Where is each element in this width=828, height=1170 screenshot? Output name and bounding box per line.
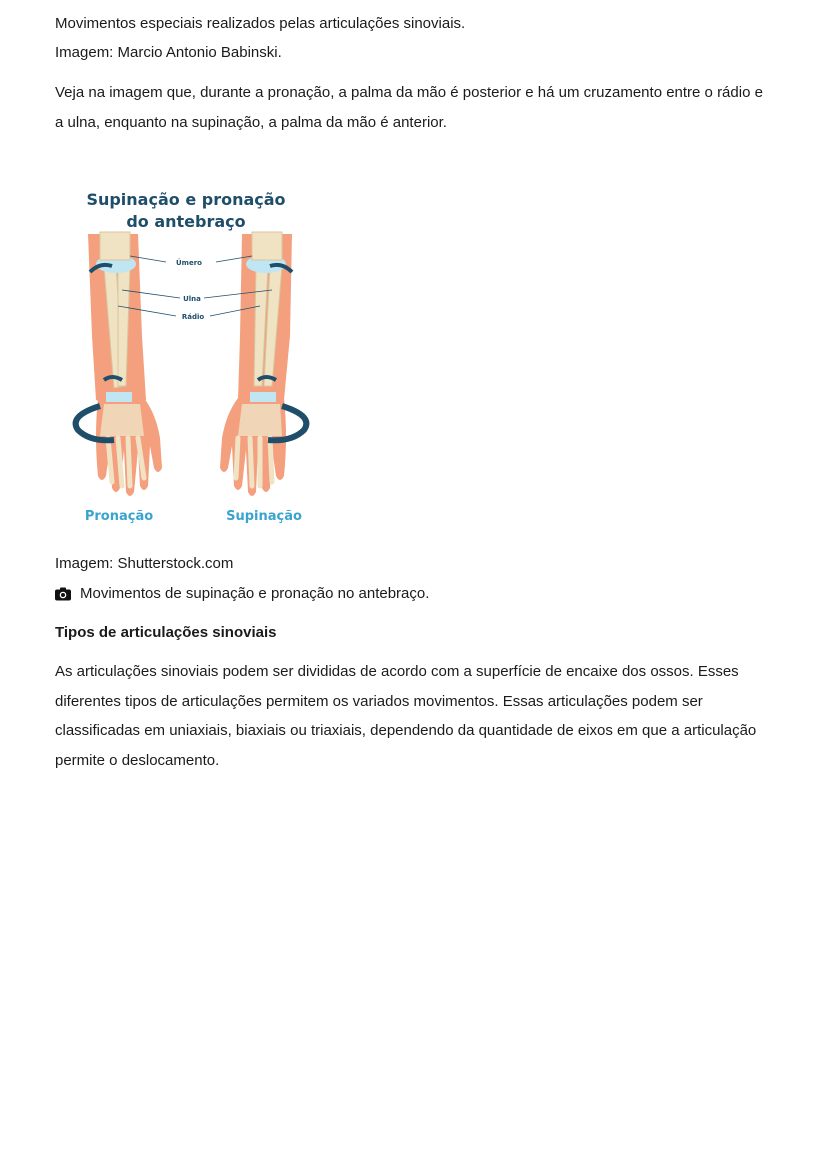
image-credit-shutterstock: Imagem: Shutterstock.com xyxy=(55,555,234,572)
camera-icon xyxy=(55,587,71,601)
image-credit: Imagem: Marcio Antonio Babinski. xyxy=(55,44,282,61)
figure-caption-line: Movimentos especiais realizados pelas articulações sinoviais. xyxy=(55,15,466,32)
forearm-diagram xyxy=(60,186,330,531)
paragraph-pronation-supination: Veja na imagem que, durante a pronação, a palma da mão é posterior e há um cruzamento entre o rádio e a ulna, enquanto na supinação, a palma da mão é anterior. xyxy=(55,84,763,131)
forearm-illustration xyxy=(60,186,330,531)
left-arm xyxy=(76,232,162,496)
label-supination: Supinação xyxy=(226,509,302,524)
figure-title-line-1: Supinação e pronação xyxy=(86,190,286,209)
figure-title-line-2: do antebraço xyxy=(126,212,246,231)
label-radius: Rádio xyxy=(181,313,205,321)
section-heading: Tipos de articulações sinoviais xyxy=(55,624,277,641)
label-pronation: Pronação xyxy=(84,509,154,524)
label-humerus: Úmero xyxy=(176,259,202,267)
photo-caption: Movimentos de supinação e pronação no antebraço. xyxy=(80,585,430,602)
paragraph-synovial-types: As articulações sinoviais podem ser divididas de acordo com a superfície de encaixe dos ossos. Esses diferentes tipos de articulações permitem os variados movimentos. Essas articulações podem ser classificadas em uniaxiais, biaxiais ou triaxiais, dependendo da quantidade de eixos em que a articulação permite o deslocamento. xyxy=(55,663,757,769)
right-arm xyxy=(220,232,306,496)
label-ulna: Ulna xyxy=(183,295,201,303)
